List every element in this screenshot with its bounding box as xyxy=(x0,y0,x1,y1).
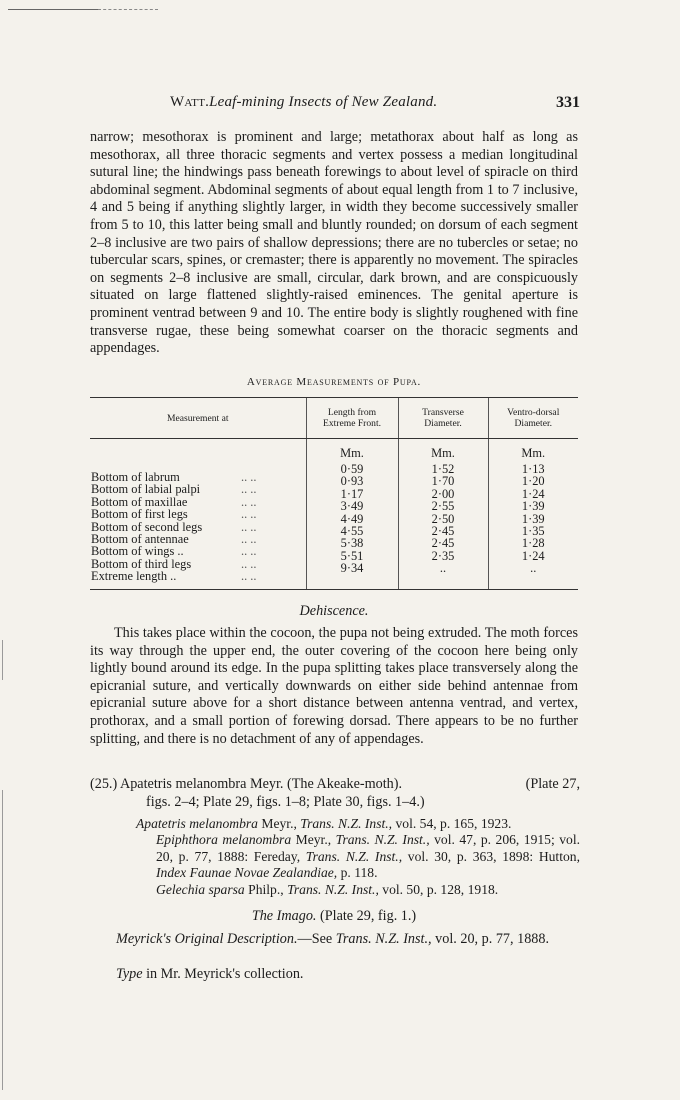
running-head xyxy=(170,94,437,111)
running-header xyxy=(90,94,580,118)
synonym-line: Apatetris melanombra Meyr., Trans. N.Z. Inst., vol. 54, p. 165, 1923. xyxy=(136,816,512,831)
synonymy xyxy=(136,816,580,898)
header-length: Length from Extreme Front. xyxy=(306,398,398,439)
species-line: (25.) Apatetris melanombra Meyr. (The Akeake-moth). (Plate 27, xyxy=(90,776,580,792)
table-row-label: Bottom of wings .. .. .. xyxy=(91,544,257,559)
unit-label: Mm. xyxy=(521,446,546,460)
paragraph-dehiscence: This takes place within the cocoon, the pupa not being extruded. The moth forces its way through the upper end, the outer covering of the cocoon here being only lightly bound around its edge. In the pupa splitting takes place transversely along the epicranial suture, and vertically downwards on either side behind antennae from epicranial suture above for a short distance between antenna ventrad, and vertex, prothorax, and a small portion of forewing dorsad. There appears to be no further splitting, and there is no detachment of any of appendages. xyxy=(90,625,578,747)
header-transverse: Transverse Diameter. xyxy=(398,398,488,439)
table-row-label: Bottom of third legs .. .. xyxy=(91,556,257,571)
synonym-line: Epiphthora melanombra Meyr., Trans. N.Z. Inst., vol. 47, p. 206, 1915; vol. 20, p. 77, 1888: Fereday, Trans. N.Z. Inst., vol. 30, p. 363, 1898: Hutton, Index Faunae Novae Zealandiae, p. 118. xyxy=(156,832,581,881)
heading-dehiscence: Dehiscence. xyxy=(299,603,369,619)
table-row-label: Bottom of maxillae .. .. xyxy=(91,494,257,509)
header-ventro-dorsal: Ventro-dorsal Diameter. xyxy=(488,398,578,439)
original-description: Meyrick's Original Description.—See Trans. N.Z. Inst., vol. 20, p. 77, 1888. xyxy=(116,931,550,947)
header-author: Watt. xyxy=(170,94,210,110)
unit-label: Mm. xyxy=(340,446,364,460)
header-measurement-at: Measurement at xyxy=(90,398,306,439)
margin-mark xyxy=(2,790,3,1090)
page-number: 331 xyxy=(556,94,580,111)
table-title: Average Measurements of Pupa. xyxy=(246,376,422,388)
header-title: Leaf-mining Insects of New Zealand. xyxy=(209,94,438,110)
species-entry xyxy=(90,776,580,811)
table-row-label: Bottom of labial palpi .. .. xyxy=(91,482,257,497)
species-name: Apatetris melanombra xyxy=(119,776,247,792)
table-row-label: Bottom of first legs .. .. xyxy=(91,507,257,522)
table-row-label: Bottom of second legs .. .. xyxy=(91,519,257,534)
species-plates: figs. 2–4; Plate 29, figs. 1–8; Plate 30, figs. 1–4.) xyxy=(146,793,425,810)
top-rule xyxy=(8,9,98,10)
margin-mark xyxy=(2,640,3,680)
paragraph-pupa: narrow; mesothorax is prominent and large; metathorax about half as long as mesothorax, all three thoracic segments and vertex possess a median longitudinal sutural line; the hindwings pass beneath forewings to about level of spiracle on third abdominal segment. Abdominal segments of about equal length from 1 to 7 inclusive, 4 and 5 being if anything slightly larger, in width they become successively smaller from 5 to 10, this latter being small and bluntly rounded; on dorsum of each segment 2–8 inclusive are two pairs of shallow depressions; there are no tubercles or setae; no tubercular scars, spines, or cremaster; there is apparently no movement. The spiracles on segments 2–8 inclusive are small, circular, dark brown, and are conspicuously situated on large flattened slightly-raised eminences. The genital aperture is prominent ventrad between 9 and 10. The entire body is slightly roughened with fine transverse rugae, these being somewhat coarser on the thoracic segments and appendages. xyxy=(90,129,578,357)
synonym-line: Gelechia sparsa Philp., Trans. N.Z. Inst., vol. 50, p. 128, 1918. xyxy=(156,881,499,897)
table-row-label: Bottom of antennae .. .. xyxy=(91,531,257,546)
length-column: Mm. 0·59 0·93 1·17 3·49 4·49 4·55 5·38 5·51 9·34 xyxy=(306,439,398,590)
transverse-column: Mm. 1·52 1·70 2·00 2·55 2·50 2·45 2·45 2·35 .. xyxy=(398,439,488,590)
type-note: Type in Mr. Meyrick's collection. xyxy=(116,966,304,982)
measurements-table xyxy=(90,397,578,590)
table-body-row xyxy=(90,439,578,590)
heading-imago: The Imago. (Plate 29, fig. 1.) xyxy=(251,908,417,924)
table-header-row xyxy=(90,398,578,439)
table-row-label: Extreme length .. .. .. xyxy=(91,569,257,584)
table-row-label: Bottom of labrum .. .. xyxy=(91,470,257,484)
ventro-dorsal-column: Mm. 1·13 1·20 1·24 1·39 1·39 1·35 1·28 1·24 .. xyxy=(488,439,578,590)
labels-column xyxy=(90,439,306,590)
top-rule-dashed xyxy=(98,9,158,10)
unit-label: Mm. xyxy=(431,446,455,460)
